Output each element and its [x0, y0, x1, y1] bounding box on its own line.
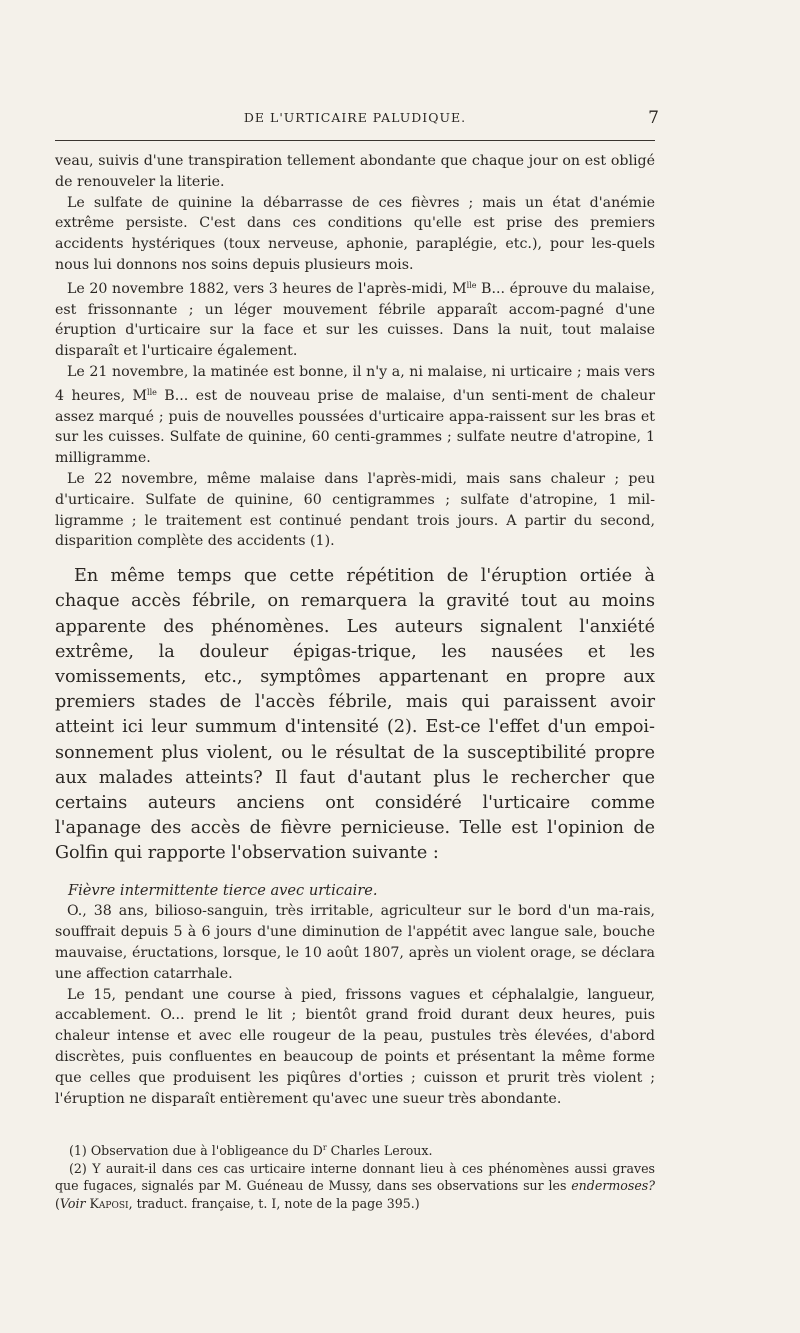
case-report	[55, 881, 655, 1110]
superscript: r	[322, 1143, 327, 1153]
observation-text	[55, 151, 655, 552]
case-title: Fièvre intermittente tierce avec urticaire.	[68, 881, 378, 899]
text-span: , traduct. française, t. I, note de la page 395.)	[128, 1195, 420, 1211]
observation-paragraph	[55, 276, 655, 362]
page-number: 7	[648, 108, 659, 128]
text-span: B... est de nouveau prise de malaise, d'un senti-ment de chaleur assez marqué ; puis de nouvelles poussées d'urticaire appa-raissent sur les bras et sur les cuisses. Sulfate de quinine, 60 centi-grammes ; sulfate neutre d'atropine, 1 milligramme.	[55, 387, 655, 467]
running-title: DE L'URTICAIRE PALUDIQUE.	[243, 110, 467, 125]
author-name: Kaposi	[89, 1195, 129, 1211]
main-text	[55, 564, 655, 866]
superscript: lle	[466, 280, 477, 290]
footnote-1	[55, 1139, 655, 1159]
main-paragraph: En même temps que cette répétition de l'éruption ortiée à chaque accès fébrile, on remarquera la gravité tout au moins apparente des phénomènes. Les auteurs signalent l'anxiété extrême, la douleur épigas-trique, les nausées et les vomissements, etc., symptômes appartenant en propre aux premiers stades de l'accès fébrile, mais qui paraissent avoir atteint ici leur summum d'intensité (2). Est-ce l'effet d'un empoi-sonnement plus violent, ou le résultat de la susceptibilité propre aux malades atteints? Il faut d'autant plus le rechercher que certains auteurs anciens ont considéré l'urticaire comme l'apanage des accès de fièvre pernicieuse. Telle est l'opinion de Golfin qui rapporte l'observation suivante :	[55, 566, 655, 864]
text-span: (2) Y aurait-il dans ces cas urticaire interne donnant lieu à ces phénomènes aussi graves que fugaces, signalés par M. Guéneau de Mussy, dans ses observations sur les	[55, 1160, 655, 1194]
italic-term: endermoses?	[571, 1178, 655, 1194]
superscript: lle	[147, 387, 157, 397]
text-span: B... éprouve du malaise, est frissonnante ; un léger mouvement fébrile apparaît accom-pagné d'une éruption d'urticaire sur la face et sur les cuisses. Dans la nuit, tout malaise disparaît et l'urticaire également.	[55, 280, 655, 360]
footnotes	[55, 1139, 655, 1212]
observation-paragraph	[55, 362, 655, 469]
text-span: (1) Observation due à l'obligeance du D	[69, 1143, 323, 1159]
text-span: (	[55, 1195, 60, 1211]
observation-paragraph: Le sulfate de quinine la débarrasse de ces fièvres ; mais un état d'anémie extrême persiste. C'est dans ces conditions qu'elle est prise des premiers accidents hystériques (toux nerveuse, aphonie, paraplégie, etc.), pour les-quels nous lui donnons nos soins depuis plusieurs mois.	[55, 194, 655, 273]
text-span: Charles Leroux.	[326, 1143, 433, 1159]
footnote-2	[55, 1160, 655, 1212]
page-header	[55, 108, 659, 140]
observation-paragraph: veau, suivis d'une transpiration tellement abondante que chaque jour on est obligé de renouveler la literie.	[55, 153, 655, 190]
book-page	[55, 108, 659, 1212]
case-paragraph: O., 38 ans, bilioso-sanguin, très irritable, agriculteur sur le bord d'un ma-rais, souffrait depuis 5 à 6 jours d'une diminution de l'appétit avec langue sale, bouche mauvaise, éructations, lorsque, le 10 août 1807, après un violent orage, se déclara une affection catarrhale.	[55, 903, 655, 982]
header-rule	[55, 140, 655, 141]
observation-paragraph: Le 22 novembre, même malaise dans l'après-midi, mais sans chaleur ; peu d'urticaire. Sulfate de quinine, 60 centigrammes ; sulfate d'atropine, 1 mil-ligramme ; le traitement est continué pendant trois jours. A partir du second, disparition complète des accidents (1).	[55, 470, 655, 550]
text-span: Le 20 novembre 1882, vers 3 heures de l'après-midi, M	[67, 280, 467, 297]
italic-term: Voir	[59, 1195, 86, 1211]
case-paragraph: Le 15, pendant une course à pied, frissons vagues et céphalalgie, langueur, accablement. O... prend le lit ; bientôt grand froid durant deux heures, puis chaleur intense et avec elle rougeur de la peau, pustules très élevées, d'abord discrètes, puis confluentes en beaucoup de points et présentant la même forme que celles que produisent les piqûres d'orties ; cuisson et prurit très violent ; l'éruption ne disparaît entièrement qu'avec une sueur très abondante.	[55, 986, 655, 1107]
text-span: Le 21 novembre, la matinée est bonne, il n'y a, ni malaise, ni urticaire ; mais vers 4 heures, M	[55, 363, 655, 404]
